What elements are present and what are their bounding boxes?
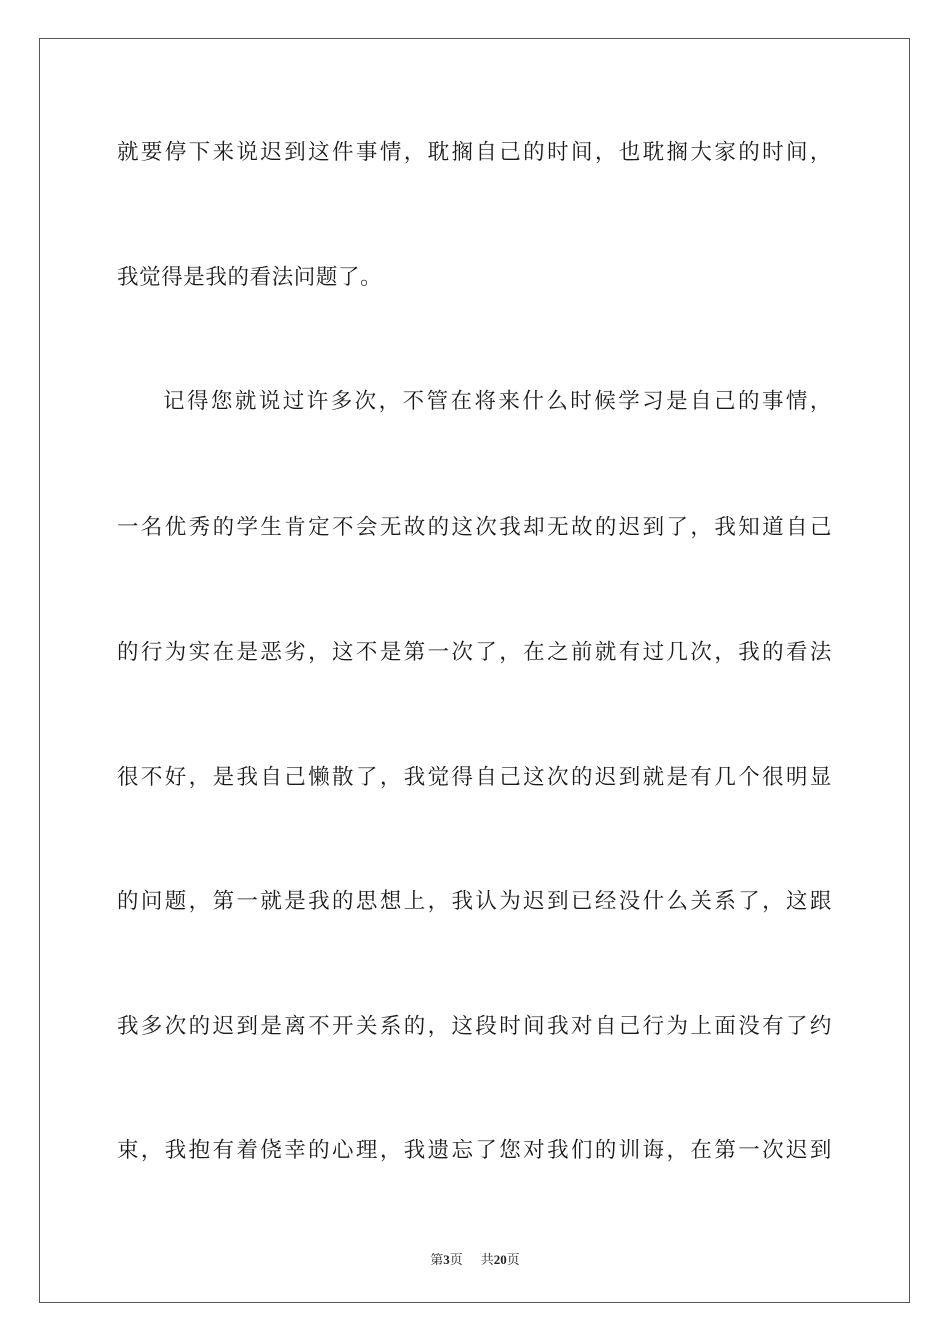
text-line-6: 很不好，是我自己懒散了，我觉得自己这次的迟到就是有几个很明显 <box>117 765 832 790</box>
text-line-4: 一名优秀的学生肯定不会无故的这次我却无故的迟到了，我知道自己 <box>117 515 832 540</box>
text-line-7: 的问题，第一就是我的思想上，我认为迟到已经没什么关系了，这跟 <box>117 889 832 914</box>
text-line-5: 的行为实在是恶劣，这不是第一次了，在之前就有过几次，我的看法 <box>117 640 832 665</box>
total-pages: 20 <box>493 1252 507 1267</box>
text-line-8: 我多次的迟到是离不开关系的，这段时间我对自己行为上面没有了约 <box>117 1014 832 1039</box>
total-label-prefix: 共 <box>480 1253 494 1268</box>
page-border <box>39 38 910 1303</box>
page-number: 3 <box>443 1252 450 1267</box>
total-label-suffix: 页 <box>506 1253 520 1268</box>
page-label-suffix: 页 <box>449 1253 463 1268</box>
text-line-2: 我觉得是我的看法问题了。 <box>117 265 383 290</box>
page-footer <box>0 1249 950 1268</box>
text-line-9: 束，我抱有着侥幸的心理，我遗忘了您对我们的训诲，在第一次迟到 <box>117 1138 832 1163</box>
page-label-prefix: 第 <box>430 1253 444 1268</box>
text-line-1: 就要停下来说迟到这件事情，耽搁自己的时间，也耽搁大家的时间， <box>117 140 832 165</box>
text-line-3: 记得您就说过许多次，不管在将来什么时候学习是自己的事情， <box>163 389 832 414</box>
